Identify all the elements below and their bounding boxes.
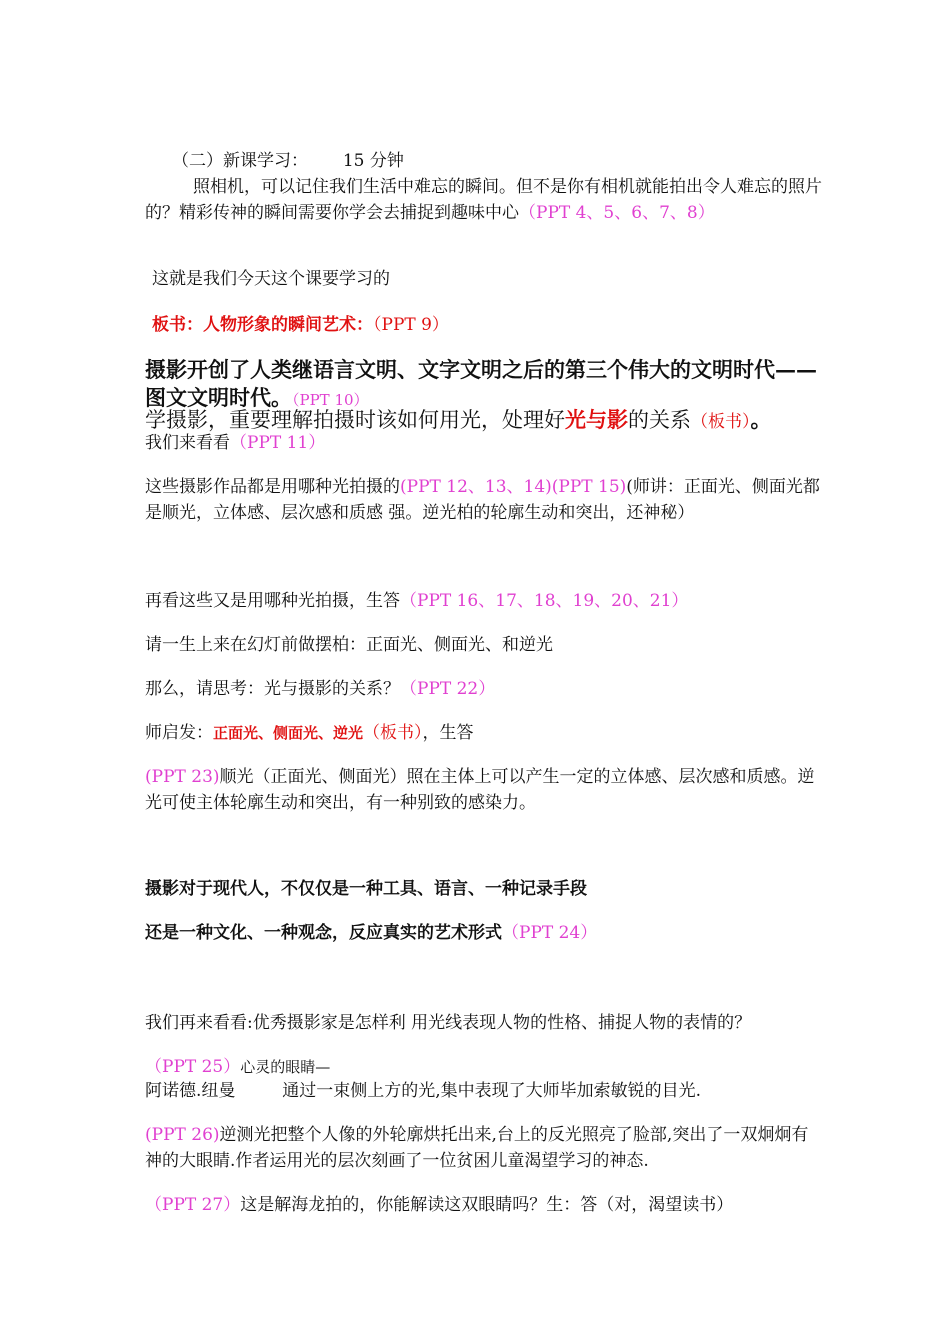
ppt26-paragraph xyxy=(145,1122,825,1174)
modern-text: 还是一种文化、一种观念，反应真实的艺术形式 xyxy=(145,923,502,943)
ppt23-paragraph xyxy=(145,764,825,816)
works-teacher-note: (师讲：正面光、侧面光都是顺光，立体感、层次感和质感 强。逆光柏的轮廓生动和突出，还神秘） xyxy=(145,477,820,523)
section-duration: 15 分钟 xyxy=(342,151,404,171)
modern-line-2 xyxy=(145,920,597,946)
newman-text: 通过一束侧上方的光,集中表现了大师毕加索敏锐的目光. xyxy=(282,1081,702,1101)
teacher-label: 师启发： xyxy=(145,723,213,743)
teacher-board-lights: 正面光、侧面光、逆光 xyxy=(213,724,364,742)
section-heading: （二）新课学习： xyxy=(172,151,308,171)
learn-text-before: 学摄影，重要理解拍摄时该如何用光，处理好 xyxy=(145,408,565,432)
teacher-board-ref: （板书） xyxy=(363,723,423,743)
question-line: 我们再来看看:优秀摄影家是怎样利 用光线表现人物的性格、捕捉人物的表情的？ xyxy=(145,1013,752,1033)
ppt25-ref: （PPT 25） xyxy=(145,1057,241,1077)
learn-text-after: 的关系 xyxy=(628,408,691,432)
again-line xyxy=(145,588,688,614)
board-title-ppt-ref: （PPT 9） xyxy=(373,315,449,335)
ppt26-ref: (PPT 26) xyxy=(145,1125,220,1145)
look-line xyxy=(145,430,325,456)
ppt27-ref: （PPT 27） xyxy=(145,1195,241,1215)
ppt23-text: 顺光（正面光、侧面光）照在主体上可以产生一定的立体感、层次感和质感。逆光可使主体轮廓生动和突出，有一种别致的感染力。 xyxy=(145,767,815,813)
think-text: 那么，请思考：光与摄影的关系？ xyxy=(145,679,400,699)
learn-board-ref: （板书） xyxy=(691,412,751,432)
look-text: 我们来看看 xyxy=(145,433,230,453)
learn-highlight: 光与影 xyxy=(565,407,628,432)
intro-text: 照相机，可以记住我们生活中难忘的瞬间。但不是你有相机就能拍出令人难忘的照片的？精彩传神的瞬间需要你学会去捕捉到趣味中心 xyxy=(145,177,822,223)
newman-line xyxy=(145,1078,701,1104)
again-ppt-ref: （PPT 16、17、18、19、20、21） xyxy=(400,591,689,611)
works-ppt-ref: (PPT 12、13、14)(PPT 15) xyxy=(400,477,627,497)
section-heading-line xyxy=(172,148,404,174)
works-text: 这些摄影作品都是用哪种光拍摄的 xyxy=(145,477,400,497)
ppt27-line xyxy=(145,1192,733,1218)
again-text: 再看这些又是用哪种光拍摄，生答 xyxy=(145,591,400,611)
board-title-text: 板书：人物形象的瞬间艺术： xyxy=(152,315,373,335)
works-paragraph xyxy=(145,474,825,526)
modern-line-1: 摄影对于现代人，不仅仅是一种工具、语言、一种记录手段 xyxy=(145,879,587,899)
think-line xyxy=(145,676,495,702)
headline-ppt-ref: （PPT 10） xyxy=(292,391,369,409)
board-title xyxy=(152,312,449,338)
ppt26-text: 逆测光把整个人像的外轮廓烘托出来,台上的反光照亮了脸部,突出了一双炯炯有神的大眼睛.作者运用光的层次刻画了一位贫困儿童渴望学习的神态. xyxy=(145,1125,809,1171)
modern-ppt-ref: （PPT 24） xyxy=(502,923,598,943)
newman-name: 阿诺德.纽曼 xyxy=(145,1081,236,1101)
think-ppt-ref: （PPT 22） xyxy=(400,679,496,699)
ppt23-ref: (PPT 23) xyxy=(145,767,220,787)
intro-ppt-ref: （PPT 4、5、6、7、8） xyxy=(519,203,715,223)
learn-end: 。 xyxy=(750,407,772,432)
teacher-tail: ，生答 xyxy=(422,723,474,743)
ppt25-text: 心灵的眼睛— xyxy=(240,1058,331,1076)
lesson-line: 这就是我们今天这个课要学习的 xyxy=(152,269,390,289)
pose-line: 请一生上来在幻灯前做摆柏：正面光、侧面光、和逆光 xyxy=(145,635,553,655)
ppt25-line xyxy=(145,1054,330,1080)
headline-text: 摄影开创了人类继语言文明、文字文明之后的第三个伟大的文明时代——图文文明时代。 xyxy=(145,357,817,410)
look-ppt-ref: （PPT 11） xyxy=(230,433,326,453)
ppt27-text: 这是解海龙拍的，你能解读这双眼睛吗？生：答（对，渴望读书） xyxy=(240,1195,734,1215)
teacher-line xyxy=(145,720,474,746)
intro-paragraph xyxy=(145,174,825,226)
